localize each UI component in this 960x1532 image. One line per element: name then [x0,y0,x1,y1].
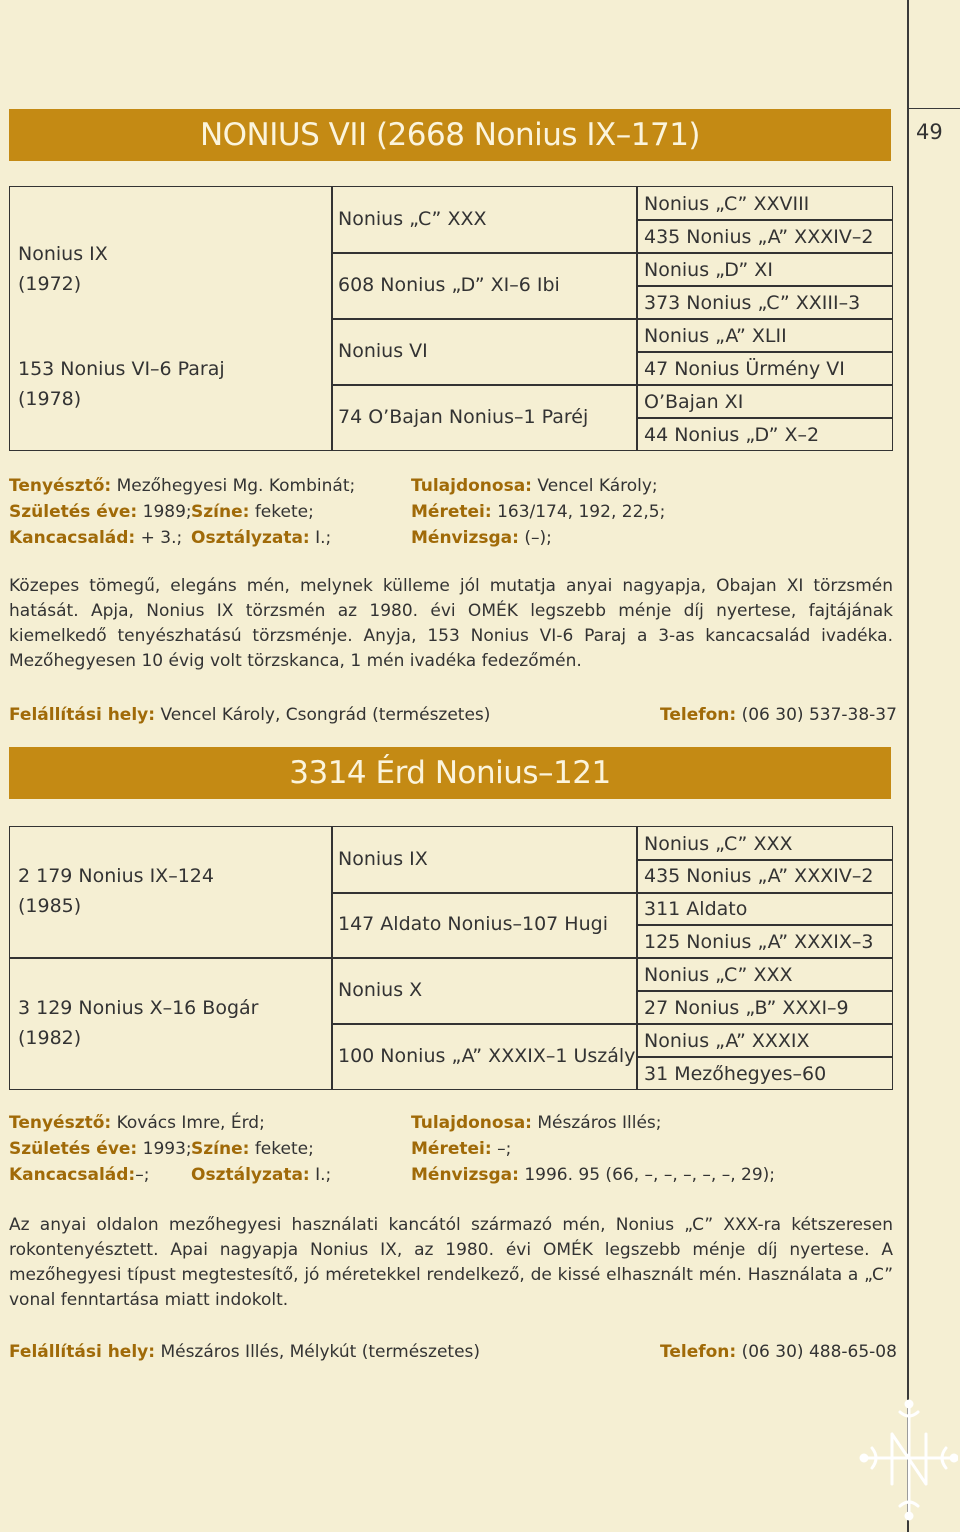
birth-line [9,1136,192,1162]
entry2-pedigree-table [9,826,893,1090]
breeder-line [9,473,355,499]
margin-line [907,0,909,1532]
pedigree-gen3-item: 435 Nonius „A” XXXIV–2 [644,865,874,887]
family-line [9,525,182,551]
pedigree-rule [331,384,892,386]
family-value: –; [135,1165,150,1185]
pedigree-sire: Nonius IX [18,243,108,265]
pedigree-dam-year: (1982) [18,1027,82,1049]
owner-value: Mészáros Illés; [537,1113,662,1133]
size-label: Méretei: [411,1139,492,1159]
pedigree-gen2-item: 147 Aldato Nonius–107 Hugi [338,913,608,935]
pedigree-rule [636,285,892,287]
owner-label: Tulajdonosa: [411,476,532,496]
pedigree-gen3-item: 311 Aldato [644,898,748,920]
test-label: Ménvizsga: [411,1165,519,1185]
size-value: 163/174, 192, 22,5; [497,502,666,522]
owner-line [411,473,658,499]
pedigree-gen2-item: 608 Nonius „D” XI–6 Ibi [338,274,560,296]
page-number: 49 [916,120,943,144]
color-value: fekete; [254,1139,314,1159]
size-value: –; [497,1139,512,1159]
pedigree-dam: 153 Nonius VI–6 Paraj [18,358,225,380]
pedigree-rule [636,924,892,926]
color-label: Színe: [191,502,250,522]
entry2-description: Az anyai oldalon mezőhegyesi használati kancától származó mén, Nonius „C” XXX-ra kétszeresen rokontenyésztett. Apai nagyapja Nonius IX, az 1980. évi OMÉK legszebb ménje díj nyertese. A mezőhegyesi típust megtestesítő, jó méretekkel rendelkező, de kissé elhasznált mén. Használata a „C” vonal fenntartása miatt indokolt. [9,1215,893,1310]
pedigree-dam: 3 129 Nonius X–16 Bogár [18,997,259,1019]
birth-label: Születés éve: [9,502,138,522]
nonius-brand-logo-icon [858,1398,958,1522]
pedigree-gen3-item: 125 Nonius „A” XXXIX–3 [644,931,874,953]
size-line [411,1136,511,1162]
family-label: Kancacsalád: [9,1165,136,1185]
owner-value: Vencel Károly; [537,476,658,496]
test-value: (–); [524,528,552,548]
breeder-label: Tenyésztő: [9,1113,112,1133]
pedigree-gen3-item: 27 Nonius „B” XXXI–9 [644,997,849,1019]
pedigree-rule [10,957,331,959]
color-line [191,499,314,525]
phone-value: (06 30) 537-38-37 [741,705,897,725]
pedigree-gen2-item: 100 Nonius „A” XXXIX–1 Uszály [338,1045,636,1067]
size-label: Méretei: [411,502,492,522]
pedigree-rule [636,351,892,353]
pedigree-gen2-item: Nonius VI [338,340,428,362]
entry1-description: Közepes tömegű, elegáns mén, melynek külleme jól mutatja anyai nagyapja, Obajan XI törzsmén hatását. Apja, Nonius IX törzsmén az 1980. évi OMÉK legszebb ménje díj nyertese, fajtájának kiemelkedő tenyészhatású törzsménje. Anyja, 153 Nonius VI-6 Paraj a 3-as kancacsalád ivadéka. Mezőhegyesen 10 évig volt törzskanca, 1 mén ivadéka fedezőmén. [9,576,893,671]
breeder-line [9,1110,265,1136]
pedigree-gen3-item: Nonius „A” XXXIX [644,1030,810,1052]
location-label: Felállítási hely: [9,1342,156,1362]
phone-label: Telefon: [660,705,737,725]
pedigree-gen3-item: Nonius „D” XI [644,259,773,281]
pedigree-gen3-item: 44 Nonius „D” X–2 [644,424,820,446]
class-line [191,1162,331,1188]
test-value: 1996. 95 (66, –, –, –, –, –, 29); [524,1165,776,1185]
pedigree-gen3-item: Nonius „A” XLII [644,325,787,347]
location-label: Felállítási hely: [9,705,156,725]
birth-label: Születés éve: [9,1139,138,1159]
pedigree-gen3-item: Nonius „C” XXX [644,833,793,855]
pedigree-rule [636,417,892,419]
pedigree-rule [331,318,892,320]
pedigree-gen3-item: Nonius „C” XXX [644,964,793,986]
class-label: Osztályzata: [191,1165,310,1185]
class-value: I.; [315,1165,332,1185]
pedigree-rule [331,892,892,894]
breeder-value: Mezőhegyesi Mg. Kombinát; [116,476,356,496]
pedigree-rule [636,1056,892,1058]
birth-line [9,499,192,525]
pedigree-gen2-item: 74 O’Bajan Nonius–1 Paréj [338,406,589,428]
pedigree-gen3-item: Nonius „C” XXVIII [644,193,810,215]
family-value: + 3.; [140,528,183,548]
phone-label: Telefon: [660,1342,737,1362]
pedigree-gen2-item: Nonius X [338,979,423,1001]
entry2-title: 3314 Érd Nonius–121 [289,755,611,791]
pedigree-sire: 2 179 Nonius IX–124 [18,865,214,887]
class-label: Osztályzata: [191,528,310,548]
birth-value: 1989; [142,502,192,522]
pedigree-gen3-item: 435 Nonius „A” XXXIV–2 [644,226,874,248]
family-line [9,1162,149,1188]
entry2-phone [660,1342,897,1362]
pedigree-gen3-item: O’Bajan XI [644,391,744,413]
color-value: fekete; [254,502,314,522]
size-line [411,499,665,525]
pedigree-rule [636,219,892,221]
color-label: Színe: [191,1139,250,1159]
pedigree-gen2-item: Nonius „C” XXX [338,208,487,230]
pedigree-gen2-item: Nonius IX [338,848,428,870]
margin-tick [907,108,960,109]
entry1-title-banner [9,109,891,161]
pedigree-sire-year: (1972) [18,273,82,295]
color-line [191,1136,314,1162]
entry1-location [9,705,490,725]
entry1-title: NONIUS VII (2668 Nonius IX–171) [199,117,701,153]
entry1-phone [660,705,897,725]
owner-label: Tulajdonosa: [411,1113,532,1133]
class-line [191,525,331,551]
test-label: Ménvizsga: [411,528,519,548]
owner-line [411,1110,662,1136]
test-line [411,525,552,551]
location-value: Vencel Károly, Csongrád (természetes) [160,705,491,725]
location-value: Mészáros Illés, Mélykút (természetes) [160,1342,481,1362]
family-label: Kancacsalád: [9,528,136,548]
pedigree-gen3-item: 47 Nonius Ürmény VI [644,358,845,380]
pedigree-rule [331,1023,892,1025]
pedigree-rule [331,957,892,959]
pedigree-gen3-item: 373 Nonius „C” XXIII–3 [644,292,861,314]
breeder-label: Tenyésztő: [9,476,112,496]
entry1-pedigree-table [9,186,893,451]
birth-value: 1993; [142,1139,192,1159]
test-line [411,1162,775,1188]
pedigree-rule [636,990,892,992]
pedigree-gen3-item: 31 Mezőhegyes–60 [644,1063,827,1085]
entry2-title-banner [9,747,891,799]
pedigree-sire-year: (1985) [18,895,82,917]
breeder-value: Kovács Imre, Érd; [116,1113,265,1133]
class-value: I.; [315,528,332,548]
entry2-location [9,1342,480,1362]
phone-value: (06 30) 488-65-08 [741,1342,897,1362]
pedigree-rule [331,252,892,254]
pedigree-dam-year: (1978) [18,388,82,410]
